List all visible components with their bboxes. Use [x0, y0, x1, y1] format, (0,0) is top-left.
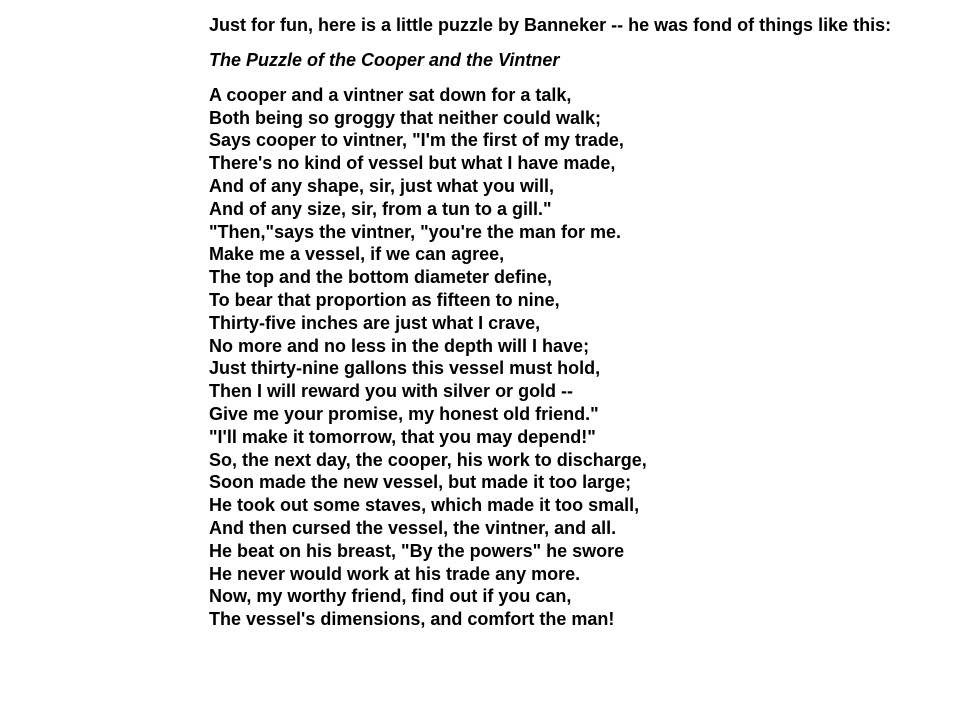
poem-line: No more and no less in the depth will I have;	[209, 335, 590, 356]
poem-line: Make me a vessel, if we can agree,	[209, 244, 505, 265]
poem-line: To bear that proportion as fifteen to nine,	[209, 289, 560, 310]
poem-line: And of any shape, sir, just what you will,	[209, 175, 555, 196]
poem-line: Soon made the new vessel, but made it too large;	[209, 472, 632, 493]
poem-line: He never would work at his trade any more.	[209, 563, 581, 584]
poem-line: "I'll make it tomorrow, that you may depend!"	[209, 426, 596, 447]
poem-line: Give me your promise, my honest old friend."	[209, 403, 599, 424]
poem-line: Both being so groggy that neither could walk;	[209, 107, 602, 128]
poem-line: He beat on his breast, "By the powers" he swore	[209, 540, 625, 561]
poem-line: Just thirty-nine gallons this vessel must hold,	[209, 358, 601, 379]
poem-line: The vessel's dimensions, and comfort the man!	[209, 609, 615, 630]
poem-line: Now, my worthy friend, find out if you can,	[209, 586, 572, 607]
poem-line: A cooper and a vintner sat down for a talk,	[209, 84, 572, 105]
poem-line: Then I will reward you with silver or gold --	[209, 381, 574, 402]
poem-line: He took out some staves, which made it too small,	[209, 495, 640, 516]
poem-line: "Then,"says the vintner, "you're the man for me.	[209, 221, 621, 242]
poem-body	[209, 84, 929, 631]
poem-line: So, the next day, the cooper, his work to discharge,	[209, 449, 647, 470]
poem-line: There's no kind of vessel but what I have made,	[209, 153, 616, 174]
poem-line: The top and the bottom diameter define,	[209, 267, 553, 288]
document-content	[209, 14, 929, 631]
poem-line: Thirty-five inches are just what I crave,	[209, 312, 541, 333]
poem-line: And then cursed the vessel, the vintner, and all.	[209, 517, 617, 538]
poem-line: Says cooper to vintner, "I'm the first of my trade,	[209, 130, 624, 151]
poem-title: The Puzzle of the Cooper and the Vintner	[209, 49, 560, 70]
poem-line: And of any size, sir, from a tun to a gill."	[209, 198, 552, 219]
intro-paragraph: Just for fun, here is a little puzzle by Banneker -- he was fond of things like this:	[209, 15, 892, 35]
